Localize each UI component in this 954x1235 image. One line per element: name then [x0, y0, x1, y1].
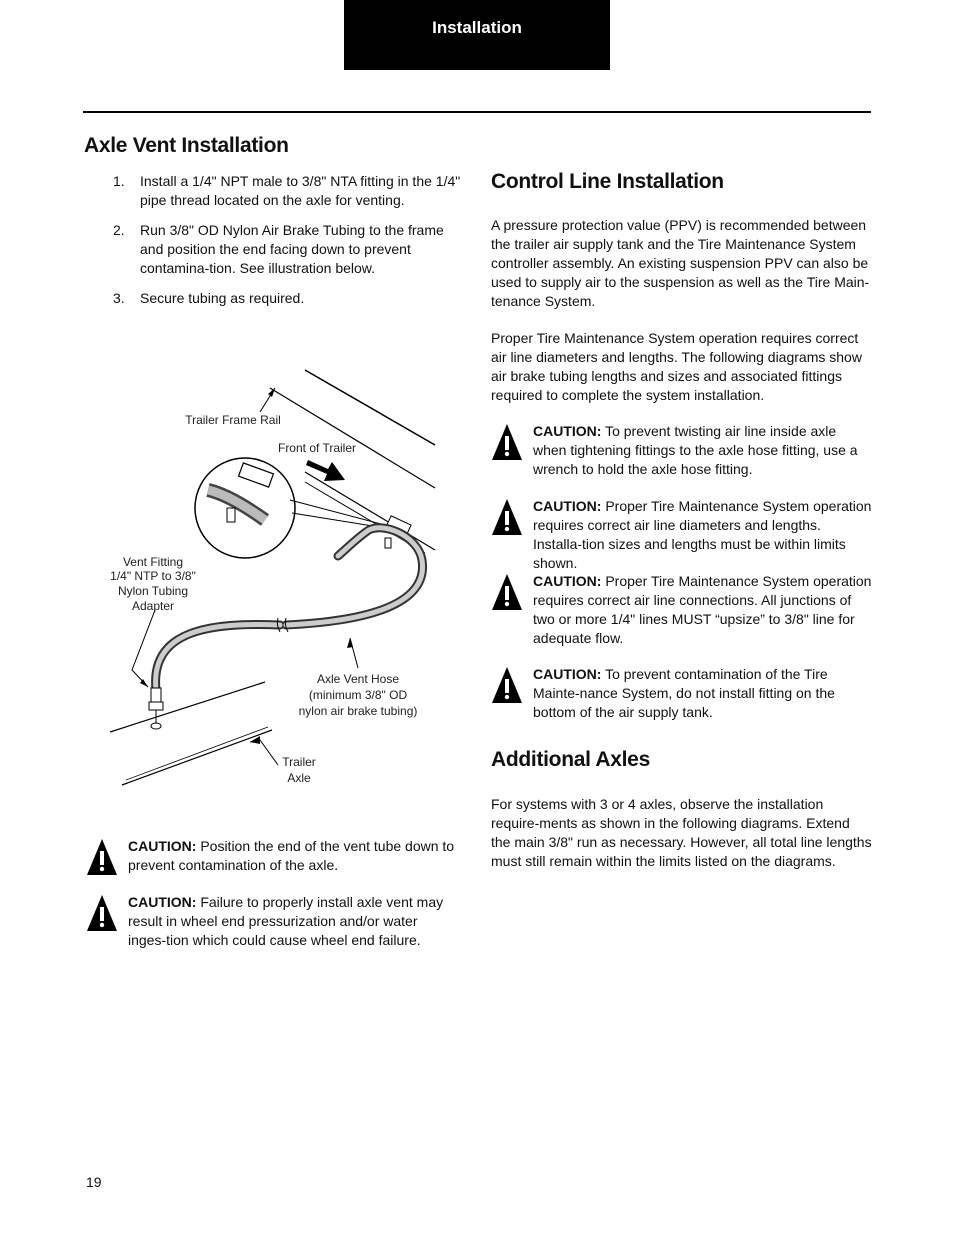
step-number: 2.: [113, 222, 125, 238]
frame-rail-line: [270, 388, 435, 488]
step-number: 1.: [113, 173, 125, 189]
additional-axles-para: For systems with 3 or 4 axles, observe the installation require-ments as shown in the following diagrams. Extend the main 3/8" run as necessary. However, all total line lengths must still remain within the limits listed on the diagrams.: [491, 796, 872, 869]
caution-label: CAUTION:: [533, 573, 602, 589]
caution-label: CAUTION:: [128, 894, 197, 910]
label-vent-fitting: Nylon Tubing: [117, 584, 189, 598]
caution-label: CAUTION:: [533, 498, 602, 514]
control-line-title: Control Line Installation: [491, 170, 724, 193]
control-line-para: A pressure protection value (PPV) is recommended between the trailer air supply tank and the Tire Maintenance System controller assembly. An existing suspension PPV can also be used to supply air to the suspension as well as the Tire Main-tenance System.: [491, 217, 870, 309]
step-text: Install a 1/4" NPT male to 3/8" NTA fitting in the 1/4" pipe thread located on the axle for venting.: [140, 173, 461, 208]
warning-icon: [491, 572, 533, 612]
label-frame-rail: Trailer Frame Rail: [185, 413, 281, 427]
caution-block: [491, 665, 873, 722]
caution-block: [491, 497, 873, 573]
caution-label: CAUTION:: [533, 423, 602, 439]
label-vent-fitting: Vent Fitting: [122, 555, 184, 569]
caution-text: Proper Tire Maintenance System operation requires correct air line connections. All junctions of two or more 1/4" lines MUST “upsize” to 3/8" line for adequate flow.: [533, 573, 872, 646]
warning-icon: [86, 893, 128, 933]
step-item: [113, 221, 463, 278]
header-rule: [83, 111, 871, 113]
frame-rail-line: [305, 472, 435, 550]
caution-text: To prevent contamination of the Tire Mainte-nance System, do not install fitting on the bottom of the air supply tank.: [533, 666, 835, 720]
caution-block: [86, 893, 458, 950]
step-item: [113, 289, 463, 308]
label-hose: nylon air brake tubing): [298, 704, 418, 718]
caution-text: Proper Tire Maintenance System operation requires correct air line diameters and lengths. Installa-tion sizes and lengths must be within limits shown.: [533, 498, 872, 571]
warning-icon: [491, 665, 533, 705]
axle-vent-steps: [113, 172, 463, 319]
caution-label: CAUTION:: [128, 838, 197, 854]
step-number: 3.: [113, 290, 125, 306]
step-text: Run 3/8" OD Nylon Air Brake Tubing to the frame and position the end facing down to prevent contamina-tion. See illustration below.: [140, 222, 444, 276]
caution-text: To prevent twisting air line inside axle when tightening fittings to the axle hose fitting, use a wrench to hold the axle hose fitting.: [533, 423, 858, 477]
caution-text: Failure to properly install axle vent may result in wheel end pressurization and/or water inges-tion which could cause wheel end failure.: [128, 894, 444, 948]
page-number: 19: [86, 1174, 102, 1190]
caution-block: [491, 422, 873, 479]
warning-icon: [491, 497, 533, 537]
front-arrow-icon: [306, 460, 345, 481]
control-line-para: Proper Tire Maintenance System operation requires correct air line diameters and lengths. The following diagrams show air brake tubing lengths and sizes and associated fittings required to complete the system installation.: [491, 330, 862, 403]
label-hose: Axle Vent Hose: [316, 672, 400, 686]
label-front: Front of Trailer: [277, 441, 357, 455]
axle-vent-title: Axle Vent Installation: [84, 134, 289, 157]
label-hose: (minimum 3/8" OD: [308, 688, 408, 702]
vent-fitting: [151, 688, 161, 702]
caution-block: [491, 572, 873, 648]
axle-line: [110, 682, 265, 732]
step-item: [113, 172, 463, 210]
axle-vent-diagram: [100, 360, 460, 800]
additional-axles-title: Additional Axles: [491, 748, 650, 771]
warning-icon: [491, 422, 533, 462]
caution-text: Position the end of the vent tube down to prevent contamination of the axle.: [128, 838, 455, 873]
label-vent-fitting: Adapter: [131, 599, 175, 613]
caution-label: CAUTION:: [533, 666, 602, 682]
label-vent-fitting: 1/4" NTP to 3/8": [110, 569, 196, 583]
caution-block: [86, 837, 458, 877]
step-text: Secure tubing as required.: [140, 290, 305, 306]
frame-rail-line: [305, 370, 435, 445]
warning-icon: [86, 837, 128, 877]
section-tab: Installation: [344, 0, 610, 70]
label-axle: Axle: [287, 771, 311, 785]
axle-line: [122, 730, 272, 785]
label-axle: Trailer: [282, 755, 316, 769]
